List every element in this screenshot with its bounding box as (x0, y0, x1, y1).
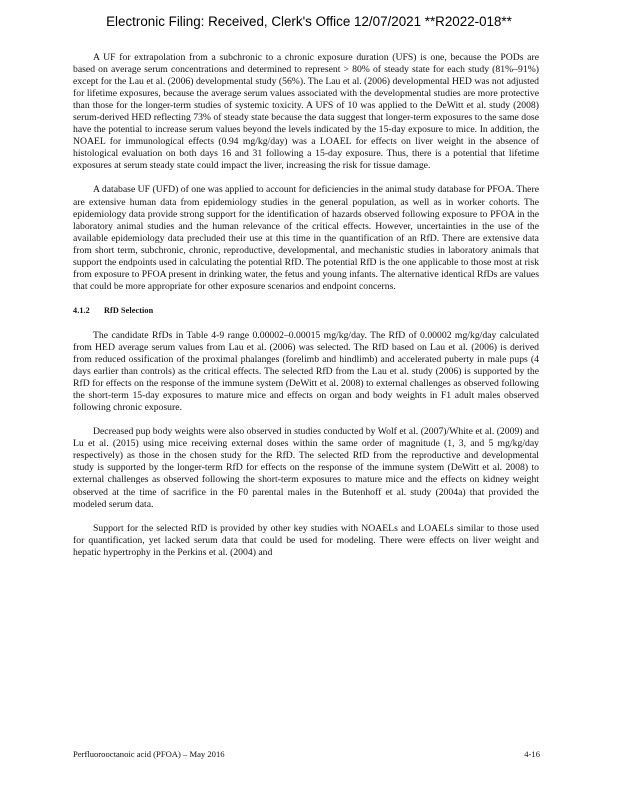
footer-document-title: Perfluorooctanoic acid (PFOA) – May 2016 (73, 749, 225, 759)
paragraph-ufs: A UF for extrapolation from a subchronic to a chronic exposure duration (UFS) is one, because the PODs are based on average serum concentrations and determined to represent > 80% of steady state for each study (81%–91%) except for the Lau et al. (2006) developmental study (56%). The Lau et al. (2006) developmental HED was not adjusted for lifetime exposures, because the average serum values associated with the developmental studies are more protective than those for the longer-term studies of systemic toxicity. A UFS of 10 was applied to the DeWitt et al. study (2008) serum-derived HED reflecting 73% of steady state because the data suggest that longer-term exposures to the same dose have the potential to increase serum values beyond the levels indicated by the 15-day exposure to mice. In addition, the NOAEL for immunological effects (0.94 mg/kg/day) was a LOAEL for effects on liver weight in the absence of histological evaluation on both days 16 and 31 following a 15-day exposure. Thus, there is a potential that lifetime exposures at serum steady state could impact the liver, increasing the risk for tissue damage. (73, 52, 539, 172)
section-heading (73, 305, 539, 317)
paragraph-support: Support for the selected RfD is provided by other key studies with NOAELs and LOAELs similar to those used for quantification, yet lacked serum data that could be used for modeling. There were effects on liver weight and hepatic hypertrophy in the Perkins et al. (2004) and (73, 522, 539, 558)
document-body (73, 52, 539, 571)
filing-header: Electronic Filing: Received, Clerk's Office 12/07/2021 **R2022-018** (106, 14, 512, 29)
paragraph-ufd: A database UF (UFD) of one was applied to account for deficiencies in the animal study database for PFOA. There are extensive human data from epidemiology studies in the general population, as well as in worker cohorts. The epidemiology data provide strong support for the identification of hazards observed following exposure to PFOA in the laboratory animal studies and the human relevance of the critical effects. However, uncertainties in the use of the available epidemiology data precluded their use at this time in the quantification of an RfD. There are extensive data from short term, subchronic, chronic, reproductive, developmental, and mechanistic studies in laboratory animals that support the endpoints used in calculating the potential RfD. The potential RfD is the one applicable to those most at risk from exposure to PFOA present in drinking water, the fetus and young infants. The alternative identical RfDs are values that could be more appropriate for other exposure scenarios and endpoint concerns. (73, 184, 539, 292)
page-number: 4-16 (524, 749, 540, 759)
section-title: RfD Selection (104, 305, 154, 315)
paragraph-rfd-candidates: The candidate RfDs in Table 4-9 range 0.00002–0.00015 mg/kg/day. The RfD of 0.00002 mg/kg/day calculated from HED average serum values from Lau et al. (2006) was selected. The RfD based on Lau et al. (2006) is derived from reduced ossification of the proximal phalanges (forelimb and hindlimb) and accelerated puberty in male pups (4 days earlier than controls) as the critical effects. The selected RfD from the Lau et al. study (2006) is supported by the RfD for effects on the response of the immune system (DeWitt et al. 2008) to external challenges as observed following the short-term 15-day exposures to mature mice and effects on organ and body weights in F1 adult males observed following chronic exposure. (73, 329, 539, 414)
paragraph-pup-body-weights: Decreased pup body weights were also observed in studies conducted by Wolf et al. (2007)/White et al. (2009) and Lu et al. (2015) using mice receiving external doses within the same order of magnitude (1, 3, and 5 mg/kg/day respectively) as those in the chosen study for the RfD. The selected RfD from the reproductive and developmental study is supported by the longer-term RfD for effects on the response of the immune system (DeWitt et al. 2008) to external challenges as observed following the short-term exposures to mature mice and the effects on kidney weight observed at the time of sacrifice in the F0 parental males in the Butenhoff et al. study (2004a) that provided the modeled serum data. (73, 426, 539, 510)
section-number: 4.1.2 (73, 305, 90, 315)
